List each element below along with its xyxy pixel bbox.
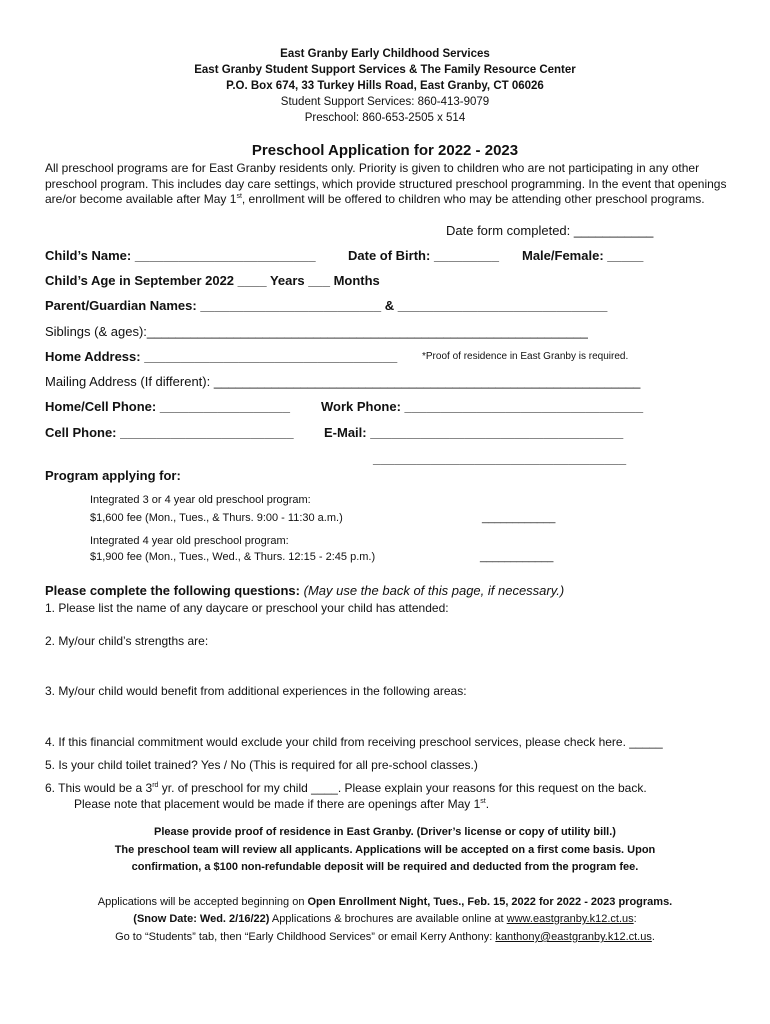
question-2: 2. My/our child’s strengths are: — [45, 634, 209, 648]
email-link[interactable]: kanthony@eastgranby.k12.ct.us — [495, 931, 652, 943]
org-name: East Granby Early Childhood Services — [280, 48, 490, 60]
intro-paragraph: All preschool programs are for East Granby residents only. Priority is given to children who are not participating in any other preschool program. This includes day care settings, which provide structured preschool programming. In the event that openings are/or become available after May 1st, enrollment will be offered to children who may be attending other preschool programs. — [45, 161, 727, 206]
notice-residence: Please provide proof of residence in East Granby. (Driver’s license or copy of utility bill.) — [154, 826, 616, 838]
question-6: 6. This would be a 3rd yr. of preschool for my child ____. Please explain your reasons for this request on the back. — [45, 781, 647, 795]
program-option-1-title: Integrated 3 or 4 year old preschool program: — [90, 494, 311, 506]
question-6-note: Please note that placement would be made if there are openings after May 1st. — [74, 797, 490, 811]
program-option-1-fee: $1,600 fee (Mon., Tues., & Thurs. 9:00 - 11:30 a.m.) — [90, 512, 343, 524]
page-title: Preschool Application for 2022 - 2023 — [251, 142, 519, 159]
org-address: P.O. Box 674, 33 Turkey Hills Road, East Granby, CT 06026 — [226, 80, 544, 92]
residence-note: *Proof of residence in East Granby is required. — [422, 351, 629, 362]
program-option-2-title: Integrated 4 year old preschool program: — [90, 535, 289, 547]
date-completed-field[interactable]: Date form completed: ___________ — [446, 223, 654, 238]
work-phone-field[interactable]: Work Phone: _________________________________ — [321, 399, 644, 414]
question-3: 3. My/our child would benefit from additional experiences in the following areas: — [45, 684, 467, 698]
footer-website: (Snow Date: Wed. 2/16/22) Applications & brochures are available online at www.eastgranby.k12.ct.us: — [133, 913, 637, 925]
mailing-address-field[interactable]: Mailing Address (If different): ___________________________________________________________ — [45, 374, 641, 389]
email-field-line2[interactable]: ___________________________________ — [373, 451, 627, 466]
org-subtitle: East Granby Student Support Services & The Family Resource Center — [194, 64, 576, 76]
org-phone-preschool: Preschool: 860-653-2505 x 514 — [304, 112, 466, 124]
siblings-field[interactable]: Siblings (& ages):_____________________________________________________________ — [45, 324, 588, 339]
home-address-field[interactable]: Home Address: ___________________________________ — [45, 349, 398, 364]
notice-review: The preschool team will review all applicants. Applications will be accepted on a first come basis. Upon — [114, 844, 656, 856]
email-field[interactable]: E-Mail: ___________________________________ — [324, 425, 624, 440]
footer-contact: Go to “Students” tab, then “Early Childhood Services” or email Kerry Anthony: kanthony@eastgranby.k12.ct.us. — [115, 931, 655, 943]
notice-deposit: confirmation, a $100 non-refundable deposit will be required and deducted from the program fee. — [131, 861, 639, 873]
question-4: 4. If this financial commitment would exclude your child from receiving preschool services, please check here. _____ — [45, 735, 663, 749]
parent-names-field[interactable]: Parent/Guardian Names: _________________________ & _____________________________ — [45, 298, 608, 313]
org-phone-support: Student Support Services: 860-413-9079 — [280, 96, 490, 108]
child-name-field[interactable]: Child’s Name: _________________________ — [45, 248, 316, 263]
date-of-birth-field[interactable]: Date of Birth: _________ — [348, 248, 500, 263]
program-heading: Program applying for: — [45, 468, 181, 483]
website-link[interactable]: www.eastgranby.k12.ct.us — [506, 913, 634, 925]
program-option-1-blank[interactable]: ____________ — [482, 512, 556, 524]
question-1: 1. Please list the name of any daycare or preschool your child has attended: — [45, 601, 449, 615]
program-option-2-blank[interactable]: ____________ — [480, 551, 554, 563]
sex-field[interactable]: Male/Female: _____ — [522, 248, 644, 263]
home-phone-field[interactable]: Home/Cell Phone: __________________ — [45, 399, 290, 414]
question-5: 5. Is your child toilet trained? Yes / No (This is required for all pre-school classes.) — [45, 758, 478, 772]
cell-phone-field[interactable]: Cell Phone: ________________________ — [45, 425, 294, 440]
program-option-2-fee: $1,900 fee (Mon., Tues., Wed., & Thurs. 12:15 - 2:45 p.m.) — [90, 551, 376, 563]
child-age-field[interactable]: Child’s Age in September 2022 ____ Years ___ Months — [45, 273, 380, 288]
questions-heading: Please complete the following questions: (May use the back of this page, if necessary.) — [45, 583, 565, 598]
footer-enrollment: Applications will be accepted beginning on Open Enrollment Night, Tues., Feb. 15, 2022 for 2022 - 2023 programs. — [97, 896, 673, 908]
